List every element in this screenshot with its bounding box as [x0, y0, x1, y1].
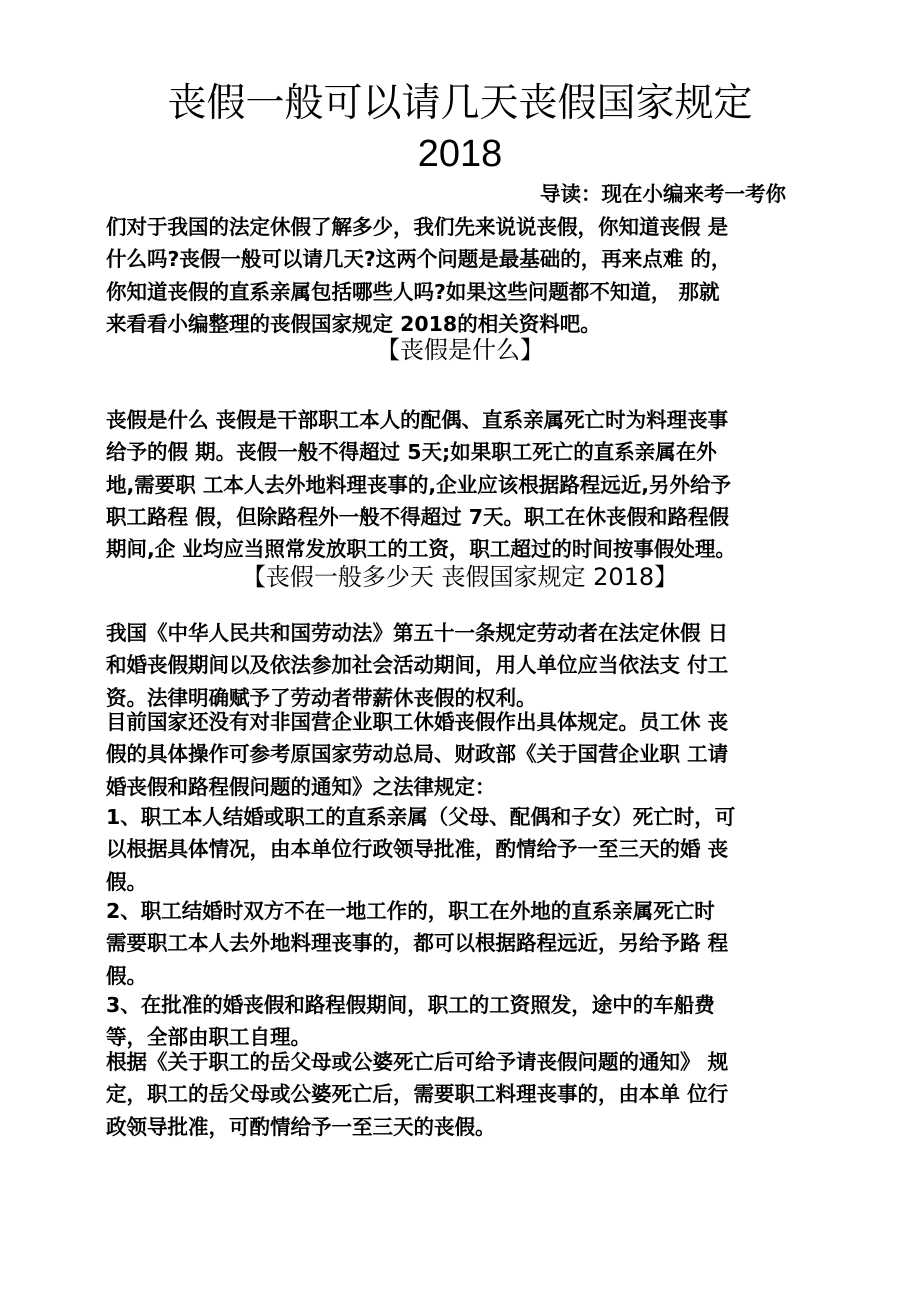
text-line: 你知道丧假的直系亲属包括哪些人吗?如果这些问题都不知道， 那就 [106, 279, 720, 304]
text-line: 给予的假 期。丧假一般不得超过 5天;如果职工死亡的直系亲属在外 [106, 440, 717, 465]
text-line: 3、在批准的婚丧假和路程假期间，职工的工资照发，途中的车船费 [106, 993, 715, 1017]
text-line: 职工路程 假，但除路程外一般不得超过 7天。职工在休丧假和路程假 [106, 504, 730, 529]
text-line: 目前国家还没有对非国营企业职工休婚丧假作出具体规定。员工休 丧 [106, 710, 729, 734]
text-line: 等，全部由职工自理。 [106, 1025, 311, 1050]
text-line: 资。法律明确赋予了劳动者带薪休丧假的权利。 [106, 685, 537, 710]
text-line: 政领导批准，可酌情给予一至三天的丧假。 [106, 1114, 496, 1139]
section-heading-how-many-days: 【丧假一般多少天 丧假国家规定 2018】 [241, 563, 679, 591]
section-heading-what-is-bereavement-leave: 【丧假是什么】 [376, 336, 544, 364]
text-line: 我国《中华人民共和国劳动法》第五十一条规定劳动者在法定休假 日 [106, 621, 729, 645]
text-line: 地,需要职 工本人去外地料理丧事的,企业应该根据路程远近,另外给予 [106, 472, 731, 497]
bereavement-leave-definition-paragraph [106, 404, 806, 565]
text-line: 什么吗?丧假一般可以请几天?这两个问题是最基础的，再来点难 的， [106, 247, 732, 272]
state-notice-paragraph [106, 706, 806, 803]
intro-paragraph [106, 211, 806, 340]
list-item-3 [106, 989, 806, 1054]
intro-first-line: 导读：现在小编来考一考你 [540, 182, 786, 206]
text-line: 需要职工本人去外地料理丧事的，都可以根据路程远近，另给予路 程 [106, 931, 729, 956]
text-line: 婚丧假和路程假问题的通知》之法律规定： [106, 774, 496, 799]
text-line: 以根据具体情况，由本单位行政领导批准，酌情给予一至三天的婚 丧 [106, 837, 729, 862]
text-line: 假。 [106, 963, 147, 988]
in-law-notice-paragraph [106, 1046, 806, 1143]
text-line: 假的具体操作可参考原国家劳动总局、财政部《关于国营企业职 工请 [106, 742, 729, 767]
list-item-1 [106, 801, 806, 898]
labor-law-paragraph [106, 617, 806, 714]
text-line: 们对于我国的法定休假了解多少，我们先来说说丧假，你知道丧假 是 [106, 215, 729, 239]
text-line: 和婚丧假期间以及依法参加社会活动期间，用人单位应当依法支 付工 [106, 653, 729, 678]
text-line: 假。 [106, 869, 147, 894]
text-line: 定，职工的岳父母或公婆死亡后，需要职工料理丧事的，由本单 位行 [106, 1082, 729, 1107]
list-item-2 [106, 895, 806, 992]
document-title-year: 2018 [417, 133, 503, 175]
text-line: 丧假是什么 丧假是干部职工本人的配偶、直系亲属死亡时为料理丧事 [106, 408, 729, 432]
text-line: 1、职工本人结婚或职工的直系亲属（父母、配偶和子女）死亡时，可 [106, 805, 736, 829]
text-line: 来看看小编整理的丧假国家规定 2018的相关资料吧。 [106, 311, 601, 336]
text-line: 期间,企 业均应当照常发放职工的工资，职工超过的时间按事假处理。 [106, 537, 736, 562]
text-line: 2、职工结婚时双方不在一地工作的，职工在外地的直系亲属死亡时 [106, 899, 715, 923]
text-line: 根据《关于职工的岳父母或公婆死亡后可给予请丧假问题的通知》 规 [106, 1050, 729, 1074]
document-title: 丧假一般可以请几天丧假国家规定 [167, 81, 753, 126]
